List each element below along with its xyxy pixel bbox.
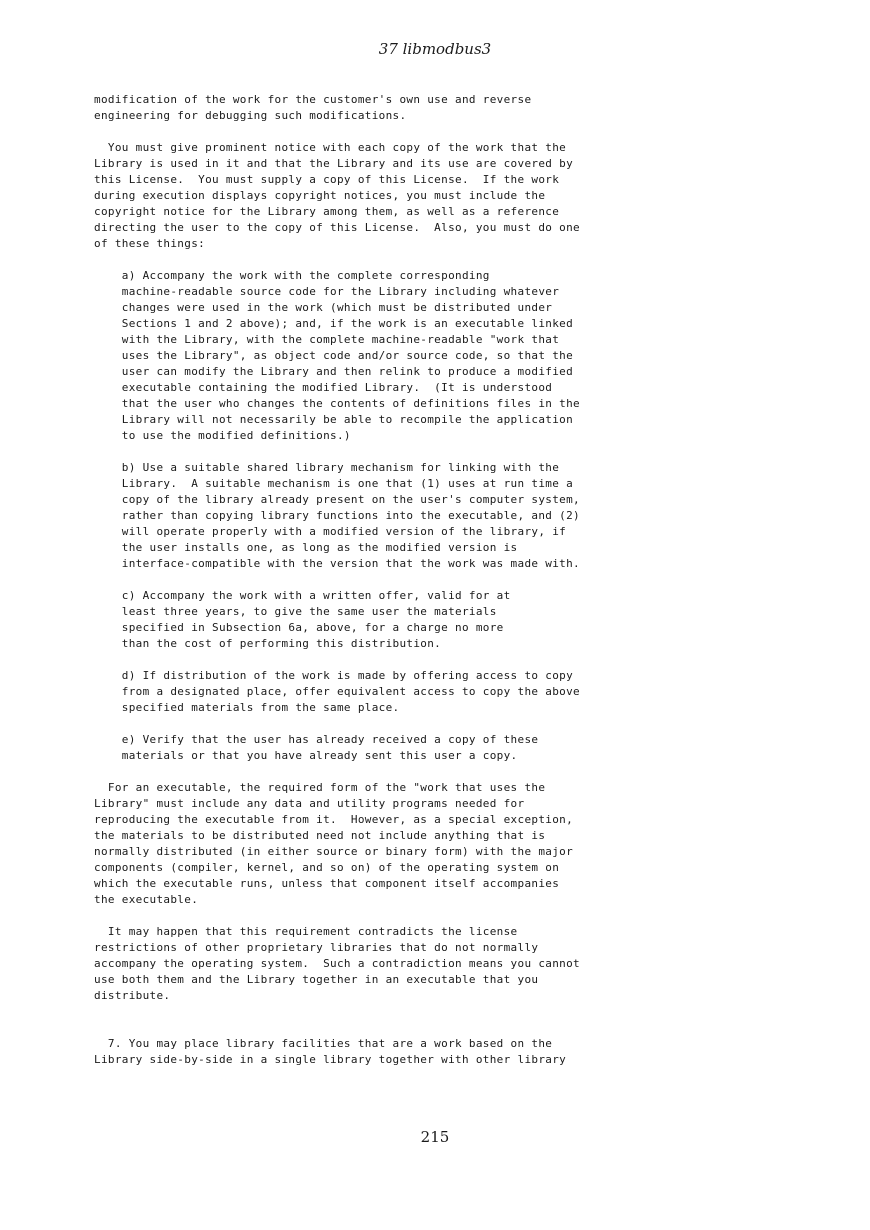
page-number: 215 bbox=[420, 1128, 450, 1146]
text-line: Library" must include any data and utility programs needed for bbox=[94, 797, 525, 810]
text-line: uses the Library", as object code and/or source code, so that the bbox=[94, 349, 574, 362]
text-line: use both them and the Library together in an executable that you bbox=[94, 973, 539, 986]
text-line: rather than copying library functions into the executable, and (2) bbox=[94, 509, 580, 522]
text-line: Library is used in it and that the Library and its use are covered by bbox=[94, 157, 574, 170]
text-line: accompany the operating system. Such a contradiction means you cannot bbox=[94, 957, 580, 970]
text-line: d) If distribution of the work is made by offering access to copy bbox=[94, 669, 574, 682]
text-line: of these things: bbox=[94, 237, 206, 250]
text-line: engineering for debugging such modifications. bbox=[94, 109, 407, 122]
text-line: b) Use a suitable shared library mechanism for linking with the bbox=[94, 461, 560, 474]
text-line: It may happen that this requirement contradicts the license bbox=[94, 925, 518, 938]
text-line bbox=[94, 652, 794, 668]
text-line bbox=[94, 716, 794, 732]
text-line: specified in Subsection 6a, above, for a charge no more bbox=[94, 621, 504, 634]
text-line: with the Library, with the complete machine-readable "work that bbox=[94, 333, 560, 346]
text-line: least three years, to give the same user the materials bbox=[94, 605, 497, 618]
text-line: Library. A suitable mechanism is one that (1) uses at run time a bbox=[94, 477, 574, 490]
text-line: copyright notice for the Library among them, as well as a reference bbox=[94, 205, 560, 218]
text-line: reproducing the executable from it. However, as a special exception, bbox=[94, 813, 574, 826]
text-line: that the user who changes the contents of definitions files in the bbox=[94, 397, 580, 410]
text-line: the materials to be distributed need not include anything that is bbox=[94, 829, 546, 842]
text-line: from a designated place, offer equivalent access to copy the above bbox=[94, 685, 580, 698]
text-line: machine-readable source code for the Library including whatever bbox=[94, 285, 560, 298]
text-line bbox=[94, 252, 794, 268]
text-line: during execution displays copyright notices, you must include the bbox=[94, 189, 546, 202]
text-line: restrictions of other proprietary libraries that do not normally bbox=[94, 941, 539, 954]
text-line: You must give prominent notice with each copy of the work that the bbox=[94, 141, 567, 154]
text-line: modification of the work for the customer's own use and reverse bbox=[94, 93, 532, 106]
text-line: 7. You may place library facilities that are a work based on the bbox=[94, 1037, 553, 1050]
text-line bbox=[94, 1004, 794, 1020]
text-line: this License. You must supply a copy of this License. If the work bbox=[94, 173, 560, 186]
text-line: distribute. bbox=[94, 989, 171, 1002]
text-line: c) Accompany the work with a written offer, valid for at bbox=[94, 589, 511, 602]
text-line bbox=[94, 908, 794, 924]
text-line: For an executable, the required form of the "work that uses the bbox=[94, 781, 546, 794]
text-line: will operate properly with a modified version of the library, if bbox=[94, 525, 567, 538]
text-line: normally distributed (in either source or binary form) with the major bbox=[94, 845, 574, 858]
page-header: 37 libmodbus3 bbox=[378, 40, 492, 58]
text-line bbox=[94, 1020, 794, 1036]
text-line: which the executable runs, unless that component itself accompanies bbox=[94, 877, 560, 890]
text-line: copy of the library already present on the user's computer system, bbox=[94, 493, 580, 506]
text-line: interface-compatible with the version that the work was made with. bbox=[94, 557, 580, 570]
text-line: user can modify the Library and then relink to produce a modified bbox=[94, 365, 574, 378]
text-line bbox=[94, 764, 794, 780]
text-line: Sections 1 and 2 above); and, if the work is an executable linked bbox=[94, 317, 574, 330]
text-line: the user installs one, as long as the modified version is bbox=[94, 541, 518, 554]
text-line: specified materials from the same place. bbox=[94, 701, 400, 714]
text-line: Library will not necessarily be able to recompile the application bbox=[94, 413, 574, 426]
text-line: than the cost of performing this distribution. bbox=[94, 637, 442, 650]
text-line: directing the user to the copy of this License. Also, you must do one bbox=[94, 221, 580, 234]
text-line: a) Accompany the work with the complete corresponding bbox=[94, 269, 490, 282]
text-line bbox=[94, 124, 794, 140]
text-line: changes were used in the work (which must be distributed under bbox=[94, 301, 553, 314]
text-line: the executable. bbox=[94, 893, 199, 906]
text-line: executable containing the modified Library. (It is understood bbox=[94, 381, 553, 394]
text-line: e) Verify that the user has already received a copy of these bbox=[94, 733, 539, 746]
license-text-body bbox=[94, 92, 794, 1068]
text-line: Library side-by-side in a single library together with other library bbox=[94, 1053, 567, 1066]
text-line: components (compiler, kernel, and so on) of the operating system on bbox=[94, 861, 560, 874]
text-line: to use the modified definitions.) bbox=[94, 429, 351, 442]
text-line bbox=[94, 444, 794, 460]
text-line bbox=[94, 572, 794, 588]
text-line: materials or that you have already sent this user a copy. bbox=[94, 749, 518, 762]
